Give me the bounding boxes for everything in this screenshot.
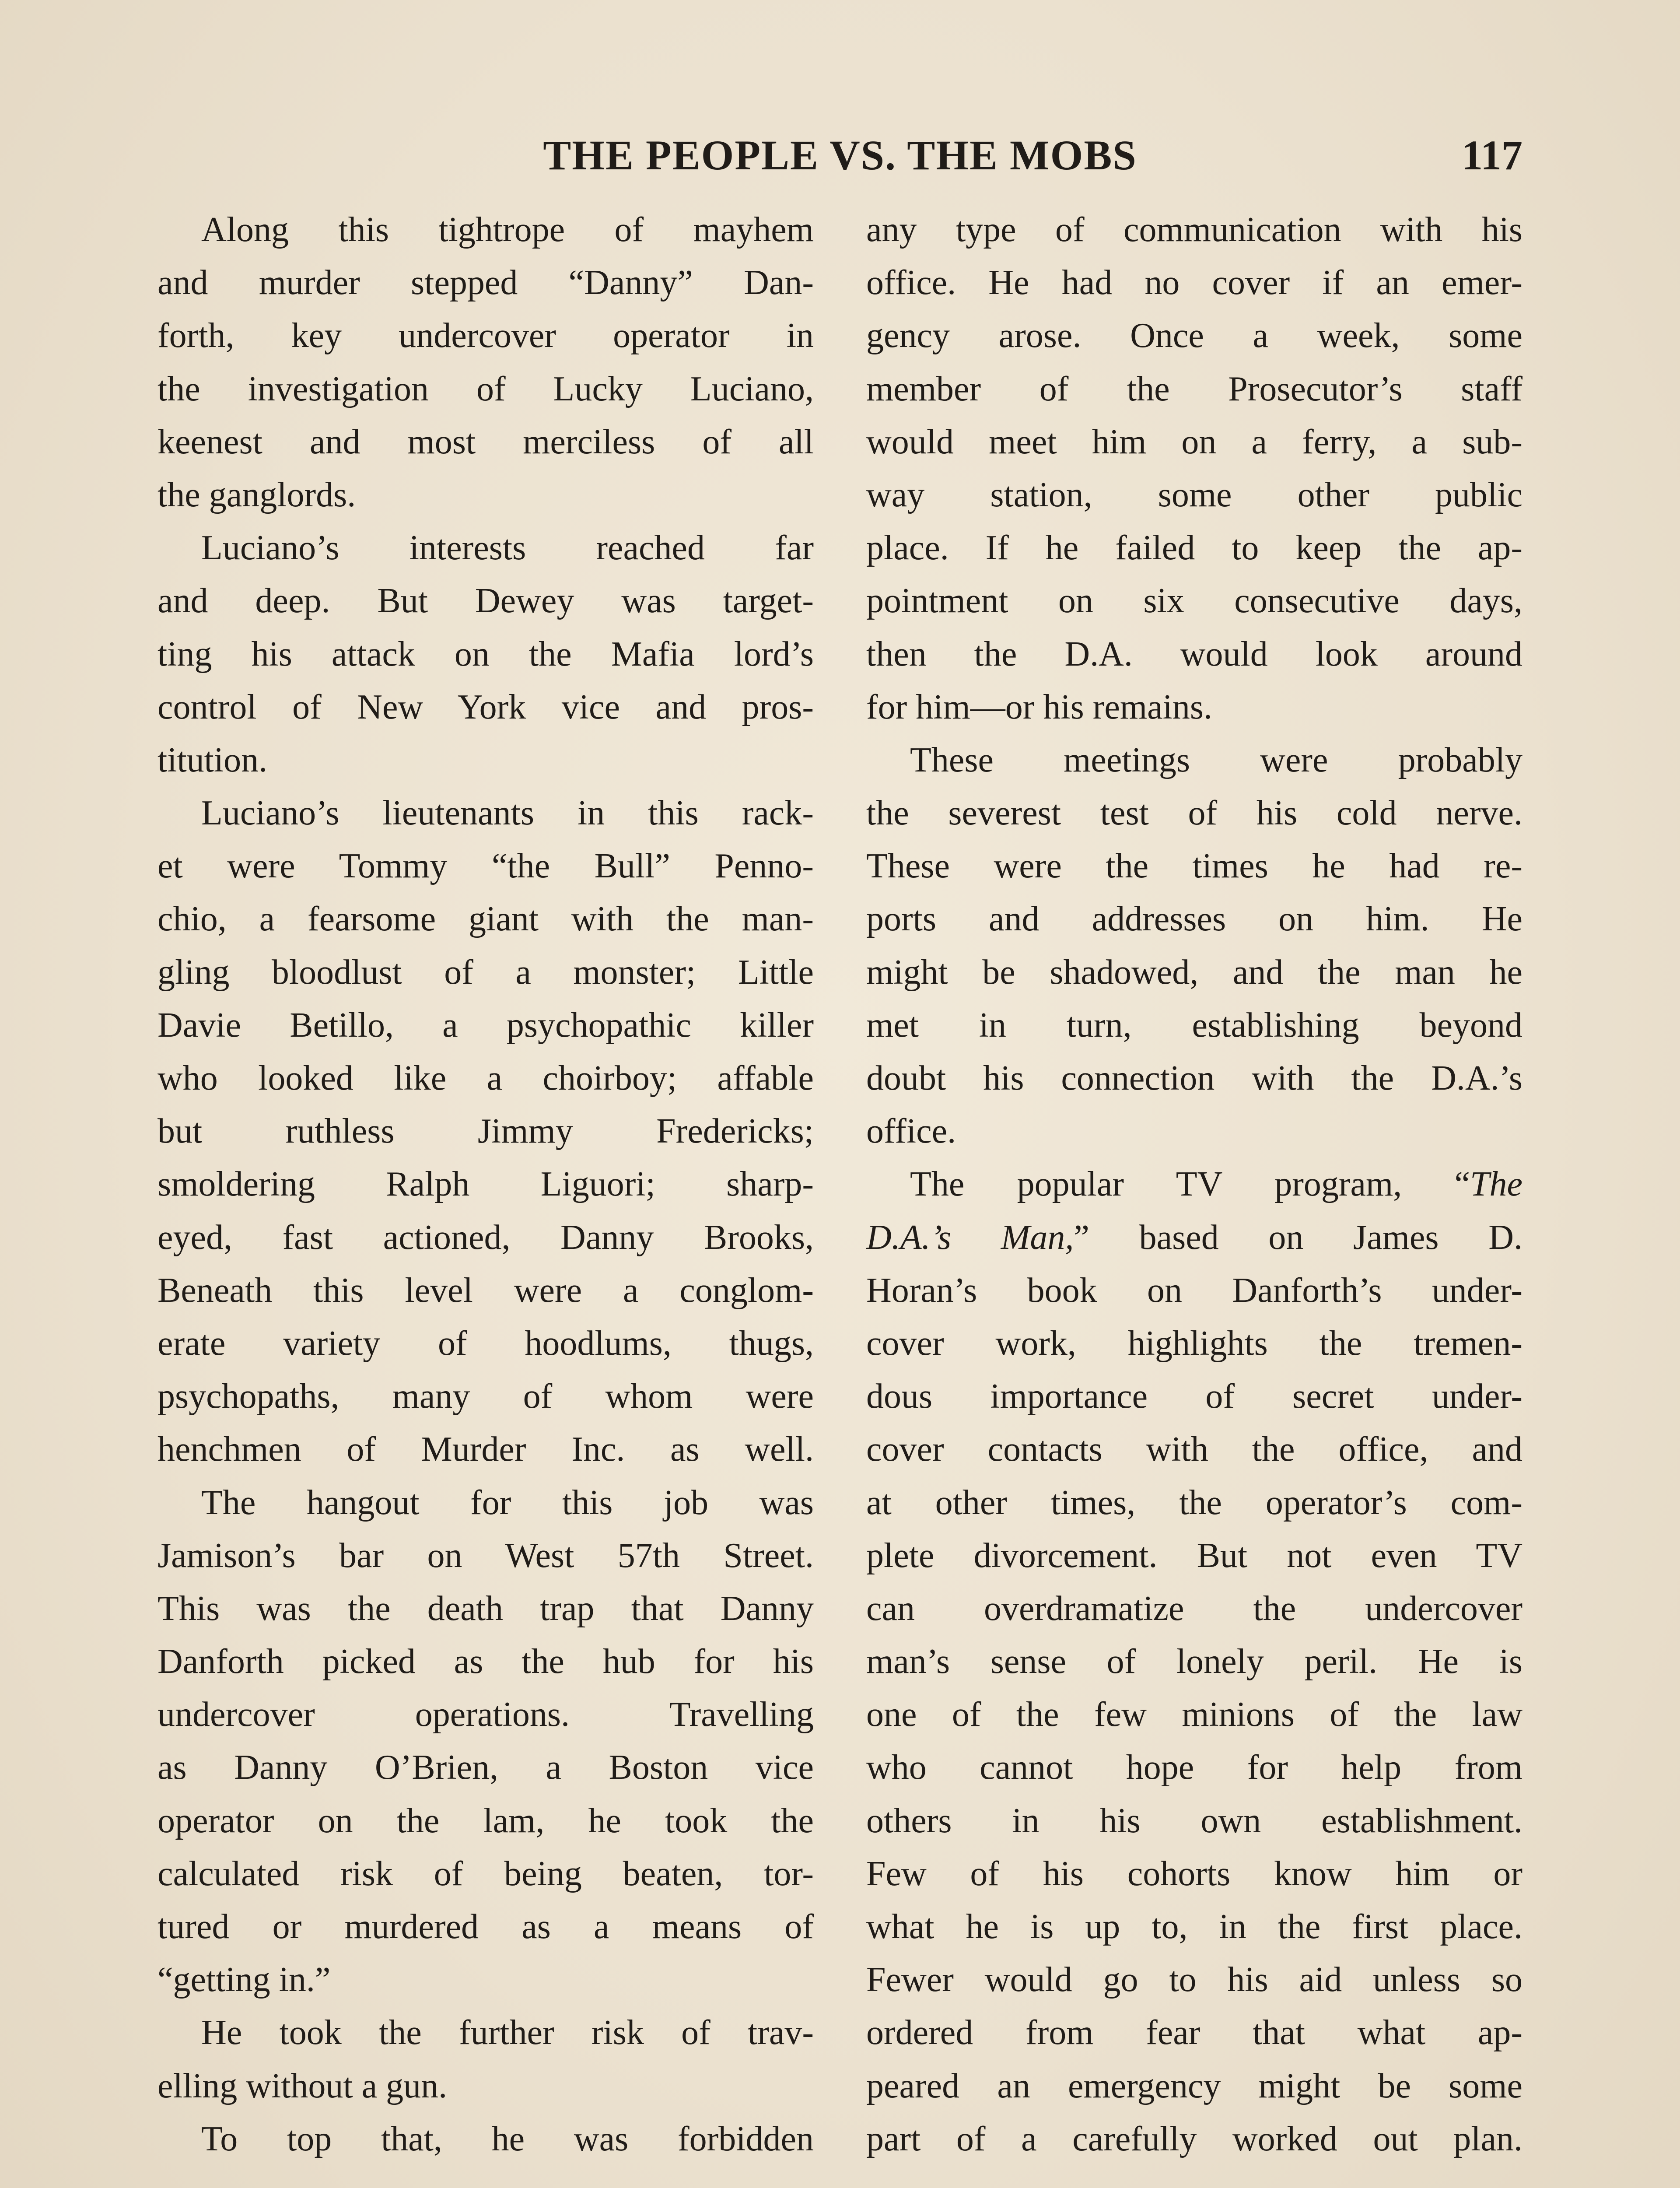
text-line: henchmen of Murder Inc. as well. — [158, 1430, 814, 1469]
right-column — [866, 203, 1522, 2166]
text-line: who looked like a choirboy; affable — [158, 1059, 814, 1098]
text-line: place. If he failed to keep the ap- — [866, 529, 1522, 568]
page-number: 117 — [1462, 132, 1522, 179]
text-line: and deep. But Dewey was target- — [158, 582, 814, 621]
text-line: erate variety of hoodlums, thugs, — [158, 1324, 814, 1363]
text-line: Luciano’s interests reached far — [201, 529, 814, 568]
text-line: operator on the lam, he took the — [158, 1801, 814, 1840]
text-line: plete divorcement. But not even TV — [866, 1536, 1522, 1575]
text-line: Few of his cohorts know him or — [866, 1854, 1522, 1893]
text-line: Luciano’s lieutenants in this rack- — [201, 794, 814, 833]
text-line: elling without a gun. — [158, 2066, 448, 2105]
italic-title: D.A.’s Man, — [866, 1218, 1074, 1257]
text-line: psychopaths, many of whom were — [158, 1377, 814, 1416]
text-line: control of New York vice and pros- — [158, 687, 814, 726]
text-line: and murder stepped “Danny” Dan- — [158, 263, 814, 302]
text-line: gling bloodlust of a monster; Little — [158, 953, 814, 992]
text-line: office. — [866, 1112, 956, 1151]
text-line: ting his attack on the Mafia lord’s — [158, 635, 814, 673]
text-line: gency arose. Once a week, some — [866, 316, 1522, 355]
text-line: Along this tightrope of mayhem — [201, 210, 814, 249]
text-line: member of the Prosecutor’s staff — [866, 369, 1522, 408]
text-line: chio, a fearsome giant with the man- — [158, 900, 814, 939]
text-line: then the D.A. would look around — [866, 635, 1522, 673]
text-line: Jamison’s bar on West 57th Street. — [158, 1536, 814, 1575]
text-line: This was the death trap that Danny — [158, 1589, 814, 1628]
text-line: He took the further risk of trav- — [201, 2013, 814, 2052]
italic-title: The — [1470, 1165, 1522, 1204]
text-line: To top that, he was forbidden — [201, 2119, 814, 2158]
text-line: keenest and most merciless of all — [158, 422, 814, 461]
text-line: would meet him on a ferry, a sub- — [866, 422, 1522, 461]
text-line: Davie Betillo, a psychopathic killer — [158, 1006, 814, 1045]
text-line: can overdramatize the undercover — [866, 1589, 1522, 1628]
text-line: the severest test of his cold nerve. — [866, 794, 1522, 833]
text-line: doubt his connection with the D.A.’s — [866, 1059, 1522, 1098]
text-line: The popular TV program, “The — [910, 1165, 1522, 1204]
text-line: The hangout for this job was — [201, 1483, 814, 1522]
left-column — [158, 203, 814, 2166]
text-line: Horan’s book on Danforth’s under- — [866, 1271, 1522, 1310]
text-line: calculated risk of being beaten, tor- — [158, 1854, 814, 1893]
text-line: These were the times he had re- — [866, 847, 1522, 886]
text-line: smoldering Ralph Liguori; sharp- — [158, 1165, 814, 1204]
text-line — [866, 1211, 1522, 1264]
text-line: at other times, the operator’s com- — [866, 1483, 1522, 1522]
page-header — [158, 123, 1522, 188]
text-line: These meetings were probably — [910, 740, 1522, 779]
text-line: the investigation of Lucky Luciano, — [158, 369, 814, 408]
text-line: eyed, fast actioned, Danny Brooks, — [158, 1218, 814, 1257]
text-line: Beneath this level were a conglom- — [158, 1271, 814, 1310]
text-line: ports and addresses on him. He — [866, 900, 1522, 939]
text-line: forth, key undercover operator in — [158, 316, 814, 355]
text-line: others in his own establishment. — [866, 1801, 1522, 1840]
text-segment: The popular TV program, — [910, 1165, 1455, 1204]
text-line: undercover operations. Travelling — [158, 1695, 814, 1734]
text-line: one of the few minions of the law — [866, 1695, 1522, 1734]
text-line: man’s sense of lonely peril. He is — [866, 1642, 1522, 1681]
text-line: met in turn, establishing beyond — [866, 1006, 1522, 1045]
text-line: the ganglords. — [158, 475, 356, 514]
text-line: “getting in.” — [158, 1960, 331, 1999]
text-line: part of a carefully worked out plan. — [866, 2119, 1522, 2158]
text-line: Danforth picked as the hub for his — [158, 1642, 814, 1681]
text-line: for him—or his remains. — [866, 687, 1212, 726]
text-line: way station, some other public — [866, 475, 1522, 514]
text-line: but ruthless Jimmy Fredericks; — [158, 1112, 814, 1151]
text-segment: ” based on James D. — [1074, 1218, 1522, 1257]
text-line: any type of communication with his — [866, 210, 1522, 249]
text-line: ordered from fear that what ap- — [866, 2013, 1522, 2052]
text-line: who cannot hope for help from — [866, 1748, 1522, 1787]
running-head: THE PEOPLE VS. THE MOBS — [543, 132, 1137, 179]
text-line: as Danny O’Brien, a Boston vice — [158, 1748, 814, 1787]
text-line: what he is up to, in the first place. — [866, 1907, 1522, 1946]
text-line: titution. — [158, 740, 268, 779]
text-line: tured or murdered as a means of — [158, 1907, 814, 1946]
text-line: dous importance of secret under- — [866, 1377, 1522, 1416]
text-line: cover contacts with the office, and — [866, 1430, 1522, 1469]
text-line: Fewer would go to his aid unless so — [866, 1960, 1522, 1999]
text-line: might be shadowed, and the man he — [866, 953, 1522, 992]
text-line: office. He had no cover if an emer- — [866, 263, 1522, 302]
text-line: pointment on six consecutive days, — [866, 582, 1522, 621]
text-line: peared an emergency might be some — [866, 2066, 1522, 2105]
text-line: cover work, highlights the tremen- — [866, 1324, 1522, 1363]
text-line: et were Tommy “the Bull” Penno- — [158, 847, 814, 886]
